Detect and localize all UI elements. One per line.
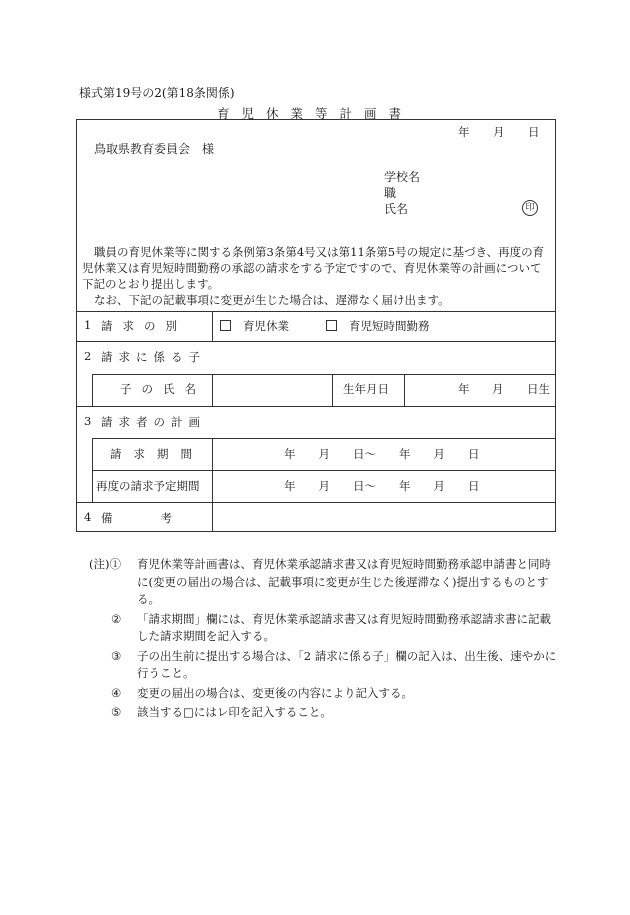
- note-item: ② 「請求期間」欄には、育児休業承認請求書又は育児短時間勤務承認請求書に記載した請求期間を記入する。: [111, 611, 551, 643]
- body-paragraph-1: 職員の育児休業等に関する条例第3条第4号又は第11条第5号の規定に基づき、再度の育児休業又は育児短時間勤務の承認の請求をする予定ですので、育児休業等の計画について下記のとおり提出します。: [82, 245, 545, 291]
- divider: [212, 374, 213, 406]
- date-day: 日: [528, 125, 540, 139]
- option-childcare-leave[interactable]: 育児休業: [220, 318, 289, 334]
- row-number: 3: [84, 414, 92, 428]
- note-item: ⑤ 該当する□にはレ印を記入すること。: [111, 705, 332, 719]
- child-name-field[interactable]: [222, 377, 326, 401]
- request-period-value: 年 月 日～ 年 月 日: [284, 447, 480, 461]
- name-label: 氏名: [384, 202, 409, 216]
- remarks-field[interactable]: [222, 505, 548, 529]
- request-period-label: 請求期間: [110, 447, 204, 461]
- addressee: 鳥取県教育委員会 様: [94, 142, 215, 156]
- position-label: 職: [384, 186, 397, 200]
- note-item: ③ 子の出生前に提出する場合は、「2 請求に係る子」欄の記入は、出生後、速やかに行うこと。: [111, 648, 557, 680]
- divider: [92, 374, 556, 375]
- school-name-label: 学校名: [384, 170, 421, 184]
- divider: [92, 470, 556, 471]
- checkbox-icon[interactable]: [326, 320, 337, 331]
- date-year: 年: [458, 125, 470, 139]
- row-label-remarks: 備考: [101, 511, 220, 525]
- birth-month: 月: [492, 382, 504, 396]
- birth-day: 日生: [527, 382, 550, 396]
- divider: [76, 502, 556, 503]
- birth-year: 年: [458, 382, 470, 396]
- row-label-request-type: 請求の別: [101, 319, 187, 333]
- divider: [212, 438, 213, 502]
- divider: [92, 374, 93, 406]
- option-short-hours[interactable]: 育児短時間勤務: [326, 318, 430, 334]
- divider: [92, 438, 556, 439]
- re-request-period-value: 年 月 日～ 年 月 日: [284, 479, 480, 493]
- divider: [404, 374, 405, 406]
- divider: [76, 406, 556, 407]
- form-id: 様式第19号の2(第18条関係): [79, 86, 235, 100]
- divider: [212, 311, 213, 341]
- divider: [76, 341, 556, 342]
- note-item: ④ 変更の届出の場合は、変更後の内容により記入する。: [111, 685, 413, 700]
- seal-icon: 印: [522, 200, 538, 216]
- row-label-child: 請求に係る子: [101, 350, 206, 364]
- divider: [76, 311, 556, 312]
- row-number: 1: [84, 318, 92, 332]
- date-month: 月: [493, 125, 505, 139]
- notes: [89, 556, 559, 724]
- row-label-plan: 請求者の計画: [101, 415, 206, 429]
- body-paragraph-2: なお、下記の記載事項に変更が生じた場合は、遅滞なく届け出ます。: [94, 293, 450, 307]
- row-number: 4: [84, 510, 92, 524]
- divider: [332, 374, 333, 406]
- checkbox-icon[interactable]: [220, 320, 231, 331]
- row-number: 2: [84, 349, 92, 363]
- birth-date-label: 生年月日: [343, 382, 389, 396]
- child-name-label: 子の氏名: [120, 382, 206, 396]
- re-request-period-label: 再度の請求予定期間: [96, 479, 200, 493]
- document-title: 育児休業等計画書: [216, 106, 413, 121]
- divider: [92, 438, 93, 502]
- note-item: (注)① 育児休業等計画書は、育児休業承認請求書又は育児短時間勤務承認申請書と同時に(変更の届出の場合は、記載事項に変更が生じた後遅滞なく)提出するものとする。: [89, 557, 551, 606]
